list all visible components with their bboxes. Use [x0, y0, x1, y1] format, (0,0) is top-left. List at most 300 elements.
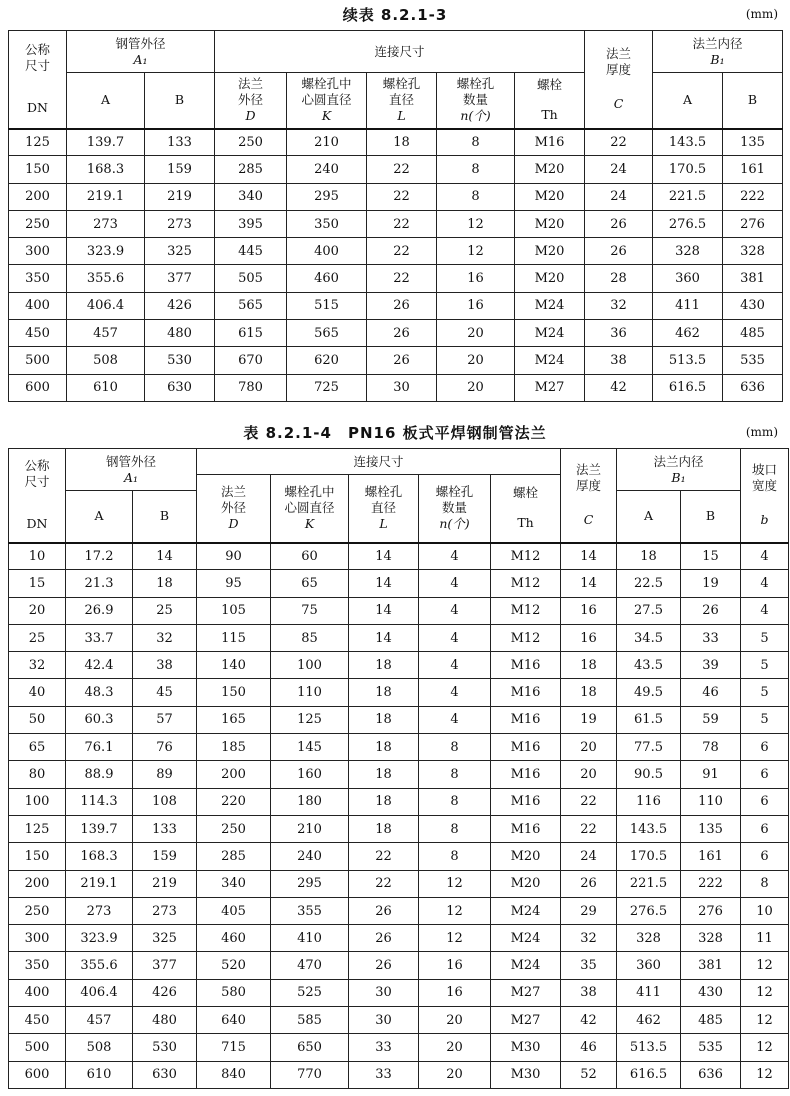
table-cell: 12 — [741, 1007, 789, 1034]
table-cell: 42.4 — [66, 652, 133, 679]
table-cell: 135 — [681, 815, 741, 842]
table-cell: 328 — [617, 925, 681, 952]
table-cell: 22 — [561, 788, 617, 815]
table2-body — [9, 543, 789, 1089]
table-cell: 240 — [271, 843, 349, 870]
table-cell: 20 — [561, 734, 617, 761]
table-cell: 16 — [419, 979, 491, 1006]
table-cell: 350 — [287, 210, 367, 237]
table-cell: 145 — [271, 734, 349, 761]
table-row — [9, 210, 783, 237]
table-row — [9, 979, 789, 1006]
table-cell: 76 — [133, 734, 197, 761]
table-cell: 108 — [133, 788, 197, 815]
table-cell: 323.9 — [67, 238, 145, 265]
table-cell: M20 — [515, 210, 585, 237]
table-cell: 22 — [585, 129, 653, 156]
table-cell: 460 — [287, 265, 367, 292]
table-cell: 8 — [437, 183, 515, 210]
table-cell: 381 — [723, 265, 783, 292]
header-bolt-circle: 螺栓孔中 心圆直径 K — [287, 73, 367, 129]
table-cell: 221.5 — [653, 183, 723, 210]
table-cell: 4 — [419, 652, 491, 679]
table-cell: 273 — [145, 210, 215, 237]
table-cell: 395 — [215, 210, 287, 237]
table-cell: 105 — [197, 597, 271, 624]
table-cell: 22 — [349, 843, 419, 870]
table-cell: 219 — [145, 183, 215, 210]
table-cell: M16 — [515, 129, 585, 156]
header-bolt-hole-count: 螺栓孔 数量 n(个) — [437, 73, 515, 129]
table-cell: 8 — [437, 156, 515, 183]
table-cell: 78 — [681, 734, 741, 761]
table-cell: 159 — [145, 156, 215, 183]
table-row — [9, 1034, 789, 1061]
table-cell: 35 — [561, 952, 617, 979]
table-cell: 300 — [9, 925, 66, 952]
table-cell: 4 — [419, 624, 491, 651]
table-cell: 840 — [197, 1061, 271, 1088]
header-flange-id: 法兰内径 B₁ — [653, 31, 783, 73]
table-cell: 610 — [66, 1061, 133, 1088]
table-cell: 110 — [681, 788, 741, 815]
table-cell: 222 — [723, 183, 783, 210]
header-bolt-hole-dia: 螺栓孔 直径 L — [367, 73, 437, 129]
table-row — [9, 1061, 789, 1088]
table-cell: 110 — [271, 679, 349, 706]
table-cell: 4 — [419, 543, 491, 570]
table-cell: 285 — [215, 156, 287, 183]
table-cell: 75 — [271, 597, 349, 624]
table-row — [9, 183, 783, 210]
table-cell: 219 — [133, 870, 197, 897]
table-cell: 85 — [271, 624, 349, 651]
table-cell: 616.5 — [653, 374, 723, 401]
table-cell: 77.5 — [617, 734, 681, 761]
table-cell: 26 — [367, 347, 437, 374]
table-cell: 18 — [367, 129, 437, 156]
table-cell: 26 — [349, 925, 419, 952]
table-cell: 38 — [585, 347, 653, 374]
table-row — [9, 925, 789, 952]
table-row — [9, 292, 783, 319]
table-cell: 26 — [367, 292, 437, 319]
table-cell: M20 — [515, 265, 585, 292]
table-cell: 20 — [437, 374, 515, 401]
table-cell: M16 — [491, 815, 561, 842]
table-row — [9, 570, 789, 597]
table-cell: 8 — [419, 761, 491, 788]
table-cell: 100 — [271, 652, 349, 679]
table-cell: 4 — [741, 597, 789, 624]
table-cell: 5 — [741, 624, 789, 651]
table-cell: 170.5 — [617, 843, 681, 870]
table-cell: 400 — [9, 292, 67, 319]
table-cell: 90.5 — [617, 761, 681, 788]
table-cell: 65 — [271, 570, 349, 597]
table2-caption — [0, 420, 790, 444]
table-cell: 355.6 — [66, 952, 133, 979]
table-cell: 221.5 — [617, 870, 681, 897]
table-cell: 426 — [145, 292, 215, 319]
table-cell: 26 — [681, 597, 741, 624]
table-row — [9, 265, 783, 292]
table-cell: 525 — [271, 979, 349, 1006]
table-cell: 90 — [197, 543, 271, 570]
table-cell: 12 — [741, 1061, 789, 1088]
table-cell: 12 — [419, 870, 491, 897]
table-cell: 6 — [741, 843, 789, 870]
table-cell: 411 — [617, 979, 681, 1006]
table-cell: 200 — [9, 870, 66, 897]
table-cell: 18 — [617, 543, 681, 570]
table-cell: M20 — [491, 870, 561, 897]
table-cell: 8 — [437, 129, 515, 156]
table-cell: 300 — [9, 238, 67, 265]
table-cell: 52 — [561, 1061, 617, 1088]
table-cell: 139.7 — [67, 129, 145, 156]
table-row — [9, 624, 789, 651]
table-cell: 22 — [367, 156, 437, 183]
table-cell: 22 — [349, 870, 419, 897]
table-cell: M20 — [491, 843, 561, 870]
table-cell: 125 — [271, 706, 349, 733]
header-pipe-od: 钢管外径 A₁ — [66, 449, 197, 491]
table-cell: 80 — [9, 761, 66, 788]
table-cell: 250 — [215, 129, 287, 156]
table-cell: M27 — [491, 1007, 561, 1034]
header-pipe-a: A — [66, 491, 133, 543]
table-cell: 4 — [419, 597, 491, 624]
table-cell: 17.2 — [66, 543, 133, 570]
table-cell: 15 — [9, 570, 66, 597]
table-cell: 325 — [145, 238, 215, 265]
table-cell: 26 — [585, 210, 653, 237]
table-cell: M30 — [491, 1061, 561, 1088]
table-cell: 485 — [681, 1007, 741, 1034]
table-row — [9, 156, 783, 183]
table-cell: 46 — [681, 679, 741, 706]
table-cell: 88.9 — [66, 761, 133, 788]
header-nominal-size: 公称 尺寸 DN — [9, 449, 66, 543]
table-cell: 462 — [653, 320, 723, 347]
table-row — [9, 815, 789, 842]
table-cell: 273 — [67, 210, 145, 237]
table-cell: 133 — [133, 815, 197, 842]
table-cell: 360 — [653, 265, 723, 292]
table-cell: 240 — [287, 156, 367, 183]
table-cell: 350 — [9, 265, 67, 292]
table-cell: 32 — [9, 652, 66, 679]
table-cell: 8 — [419, 843, 491, 870]
table-cell: 20 — [419, 1061, 491, 1088]
table-cell: 20 — [437, 320, 515, 347]
table-cell: 22 — [367, 183, 437, 210]
table-cell: 4 — [419, 679, 491, 706]
table-cell: 114.3 — [66, 788, 133, 815]
table1-body — [9, 129, 783, 402]
table-cell: 5 — [741, 679, 789, 706]
table-cell: 18 — [349, 706, 419, 733]
table-cell: 450 — [9, 1007, 66, 1034]
table-cell: 168.3 — [66, 843, 133, 870]
table-cell: 610 — [67, 374, 145, 401]
table-cell: M16 — [491, 679, 561, 706]
table-cell: 45 — [133, 679, 197, 706]
table-cell: 150 — [9, 156, 67, 183]
table-cell: 12 — [419, 897, 491, 924]
table-cell: M24 — [491, 952, 561, 979]
header-pipe-b: B — [145, 73, 215, 129]
table-cell: 49.5 — [617, 679, 681, 706]
header-thickness: 法兰 厚度 C — [561, 449, 617, 543]
table-cell: M27 — [515, 374, 585, 401]
table-cell: 12 — [419, 925, 491, 952]
table-row — [9, 347, 783, 374]
table1-unit: (mm) — [745, 7, 778, 21]
table-cell: 480 — [145, 320, 215, 347]
table-cell: 18 — [349, 734, 419, 761]
header-connection: 连接尺寸 — [215, 31, 585, 73]
table-cell: 115 — [197, 624, 271, 651]
table-cell: M12 — [491, 624, 561, 651]
table-cell: 295 — [271, 870, 349, 897]
table-cell: 100 — [9, 788, 66, 815]
header-flange-od: 法兰 外径 D — [215, 73, 287, 129]
table-cell: 10 — [9, 543, 66, 570]
table-cell: 530 — [145, 347, 215, 374]
table-cell: 29 — [561, 897, 617, 924]
table-cell: 530 — [133, 1034, 197, 1061]
table-row — [9, 129, 783, 156]
flange-table-continued — [8, 30, 783, 402]
header-connection: 连接尺寸 — [197, 449, 561, 475]
table-cell: 159 — [133, 843, 197, 870]
table-cell: 8 — [741, 870, 789, 897]
table-cell: 620 — [287, 347, 367, 374]
table-cell: 22 — [367, 210, 437, 237]
header-flange-id-b: B — [681, 491, 741, 543]
table-cell: 18 — [561, 652, 617, 679]
table-cell: M27 — [491, 979, 561, 1006]
table-row — [9, 761, 789, 788]
table-cell: 95 — [197, 570, 271, 597]
table-cell: 600 — [9, 1061, 66, 1088]
table-cell: 21.3 — [66, 570, 133, 597]
table-cell: 430 — [681, 979, 741, 1006]
table-cell: 60 — [271, 543, 349, 570]
table-cell: M24 — [515, 320, 585, 347]
table-row — [9, 952, 789, 979]
table-cell: 161 — [681, 843, 741, 870]
table-cell: 32 — [561, 925, 617, 952]
table-cell: 39 — [681, 652, 741, 679]
header-flange-id-a: A — [653, 73, 723, 129]
table-cell: 636 — [681, 1061, 741, 1088]
table-cell: 4 — [419, 570, 491, 597]
table-cell: 580 — [197, 979, 271, 1006]
table-cell: 24 — [585, 156, 653, 183]
table-cell: 26 — [349, 897, 419, 924]
table-cell: 630 — [145, 374, 215, 401]
table-cell: 61.5 — [617, 706, 681, 733]
table-cell: 273 — [66, 897, 133, 924]
table-cell: 22 — [561, 815, 617, 842]
table-cell: 22 — [367, 238, 437, 265]
table-cell: 323.9 — [66, 925, 133, 952]
table1-caption — [0, 2, 790, 26]
table-cell: 48.3 — [66, 679, 133, 706]
table-cell: 600 — [9, 374, 67, 401]
table-cell: 43.5 — [617, 652, 681, 679]
table-cell: 377 — [133, 952, 197, 979]
table-cell: 445 — [215, 238, 287, 265]
table-cell: 11 — [741, 925, 789, 952]
table-cell: 16 — [419, 952, 491, 979]
table-row — [9, 843, 789, 870]
table-cell: 26 — [561, 870, 617, 897]
table-cell: M12 — [491, 570, 561, 597]
table-cell: 276 — [681, 897, 741, 924]
table-cell: 116 — [617, 788, 681, 815]
table-cell: 89 — [133, 761, 197, 788]
table-cell: 328 — [653, 238, 723, 265]
table-cell: 360 — [617, 952, 681, 979]
table-cell: 200 — [197, 761, 271, 788]
table-cell: 12 — [437, 210, 515, 237]
table-cell: 20 — [437, 347, 515, 374]
table-cell: 640 — [197, 1007, 271, 1034]
table-cell: 500 — [9, 347, 67, 374]
table-cell: 450 — [9, 320, 67, 347]
table-cell: 140 — [197, 652, 271, 679]
table-cell: 32 — [133, 624, 197, 651]
table-row — [9, 897, 789, 924]
table-cell: 405 — [197, 897, 271, 924]
table-cell: 4 — [741, 570, 789, 597]
table-cell: 10 — [741, 897, 789, 924]
header-bolt-hole-dia: 螺栓孔 直径 L — [349, 475, 419, 543]
table-cell: 5 — [741, 652, 789, 679]
table-cell: 135 — [723, 129, 783, 156]
table-cell: 6 — [741, 734, 789, 761]
table-cell: 27.5 — [617, 597, 681, 624]
header-nominal-size: 公称 尺寸 DN — [9, 31, 67, 129]
table-cell: 18 — [561, 679, 617, 706]
table-cell: 470 — [271, 952, 349, 979]
table-cell: 508 — [66, 1034, 133, 1061]
table-cell: 430 — [723, 292, 783, 319]
table-cell: 457 — [67, 320, 145, 347]
table-cell: 355 — [271, 897, 349, 924]
header-thickness: 法兰 厚度 C — [585, 31, 653, 129]
table-cell: 295 — [287, 183, 367, 210]
table-cell: 340 — [197, 870, 271, 897]
table-cell: 350 — [9, 952, 66, 979]
table-cell: 505 — [215, 265, 287, 292]
table-cell: 12 — [741, 1034, 789, 1061]
table-cell: 535 — [723, 347, 783, 374]
table-cell: M16 — [491, 706, 561, 733]
table-cell: M24 — [491, 925, 561, 952]
table-cell: 14 — [133, 543, 197, 570]
table-cell: M12 — [491, 543, 561, 570]
table-cell: 28 — [585, 265, 653, 292]
table-cell: 16 — [561, 597, 617, 624]
table-cell: 377 — [145, 265, 215, 292]
header-bolt-circle: 螺栓孔中 心圆直径 K — [271, 475, 349, 543]
table-cell: 520 — [197, 952, 271, 979]
header-flange-od: 法兰 外径 D — [197, 475, 271, 543]
table-cell: M16 — [491, 652, 561, 679]
table-cell: M30 — [491, 1034, 561, 1061]
table-cell: 6 — [741, 788, 789, 815]
table-cell: 508 — [67, 347, 145, 374]
table-cell: 20 — [9, 597, 66, 624]
table-cell: 33 — [681, 624, 741, 651]
table-cell: 185 — [197, 734, 271, 761]
table-cell: 222 — [681, 870, 741, 897]
header-bevel-width: 坡口 宽度 b — [741, 449, 789, 543]
table-row — [9, 597, 789, 624]
table-cell: 355.6 — [67, 265, 145, 292]
table-cell: 485 — [723, 320, 783, 347]
table-cell: 670 — [215, 347, 287, 374]
table-cell: 42 — [585, 374, 653, 401]
table-cell: 38 — [133, 652, 197, 679]
table2-unit: (mm) — [745, 425, 778, 439]
table-cell: M12 — [491, 597, 561, 624]
table-cell: 12 — [741, 952, 789, 979]
table-cell: 14 — [349, 543, 419, 570]
table-cell: 59 — [681, 706, 741, 733]
table-cell: 462 — [617, 1007, 681, 1034]
table-cell: 76.1 — [66, 734, 133, 761]
table-cell: 325 — [133, 925, 197, 952]
table-cell: 180 — [271, 788, 349, 815]
table-row — [9, 706, 789, 733]
table-cell: 125 — [9, 815, 66, 842]
header-flange-id: 法兰内径 B₁ — [617, 449, 741, 491]
table-cell: 8 — [419, 815, 491, 842]
table-cell: M24 — [515, 292, 585, 319]
table-cell: 328 — [723, 238, 783, 265]
table-cell: 168.3 — [67, 156, 145, 183]
table-cell: M16 — [491, 734, 561, 761]
table-cell: 273 — [133, 897, 197, 924]
table-cell: 219.1 — [67, 183, 145, 210]
table-cell: 14 — [349, 624, 419, 651]
table-cell: 715 — [197, 1034, 271, 1061]
table-cell: 276 — [723, 210, 783, 237]
table-cell: 25 — [9, 624, 66, 651]
table-cell: 4 — [741, 543, 789, 570]
table-cell: M20 — [515, 156, 585, 183]
table-cell: 18 — [349, 815, 419, 842]
table-cell: 276.5 — [617, 897, 681, 924]
table-cell: 25 — [133, 597, 197, 624]
table-cell: 32 — [585, 292, 653, 319]
table-cell: 20 — [419, 1034, 491, 1061]
table-cell: 15 — [681, 543, 741, 570]
table-cell: 770 — [271, 1061, 349, 1088]
header-pipe-a: A — [67, 73, 145, 129]
table-cell: 30 — [367, 374, 437, 401]
table-cell: 16 — [437, 265, 515, 292]
header-pipe-od: 钢管外径 A₁ — [67, 31, 215, 73]
table-cell: 12 — [437, 238, 515, 265]
table-cell: M16 — [491, 761, 561, 788]
